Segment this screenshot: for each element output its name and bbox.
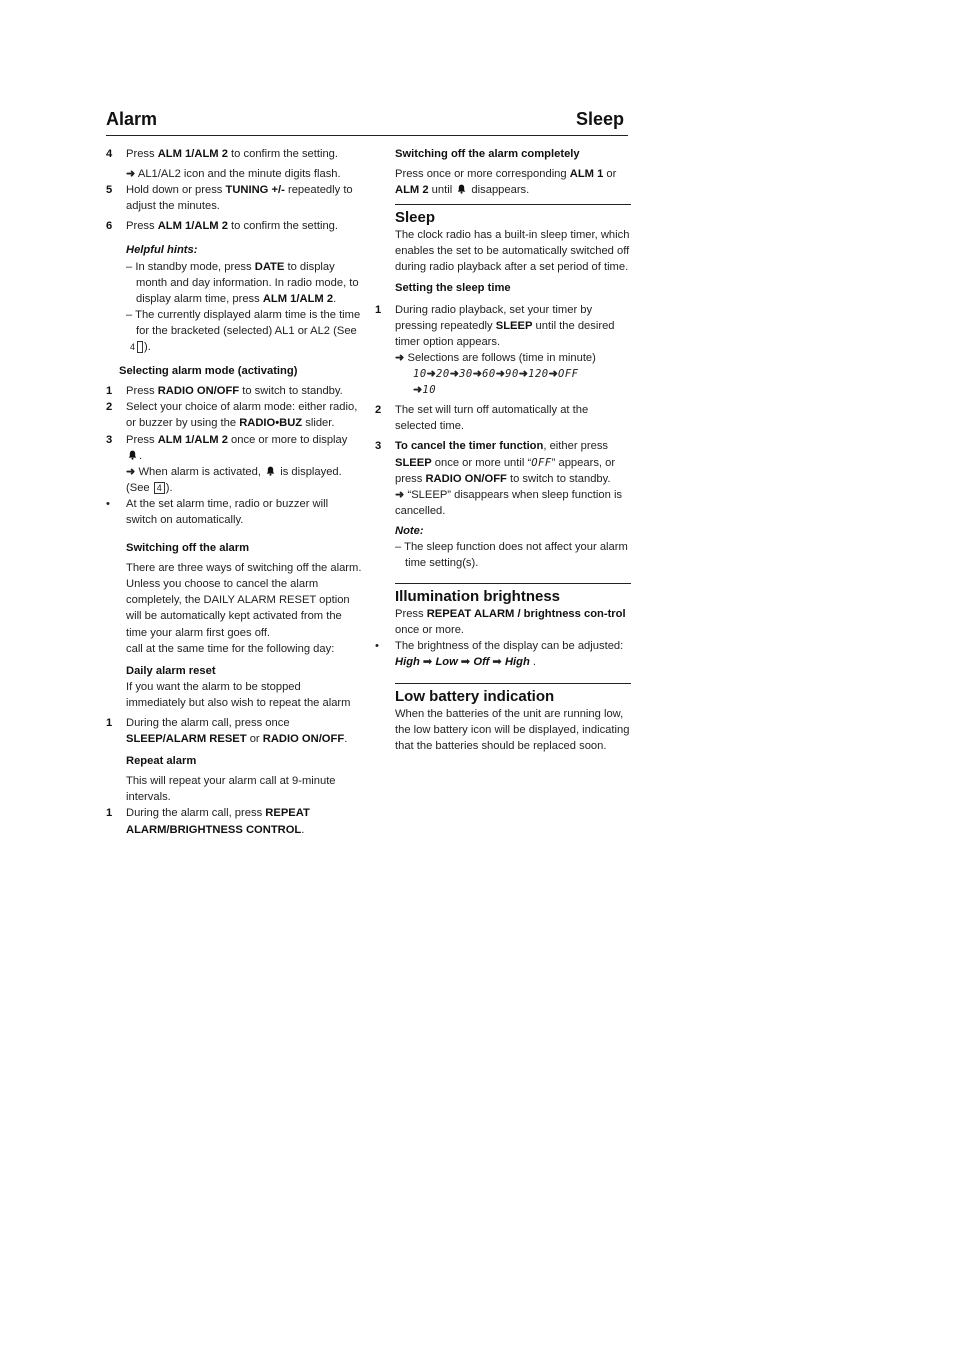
section-title-complete-off: Switching off the alarm completely xyxy=(395,148,580,160)
sequence-value: 60 xyxy=(482,368,496,381)
note-text: – The sleep function does not affect your alarm time setting(s). xyxy=(395,540,628,570)
sleep-step-3-result: ➜ “SLEEP” disappears when sleep function is cancelled. xyxy=(395,488,623,517)
step-5: 5 Hold down or press TUNING +/- repeatedly to adjust the minutes. xyxy=(106,184,353,213)
sleep-step-1-result: ➜ Selections are follows (time in minute) 10➜20➜30➜60➜90➜120➜OFF ➜10 xyxy=(375,350,631,398)
sleep-step-2: 2 The set will turn off automatically at the selected time. xyxy=(375,404,589,433)
page-title-alarm: Alarm xyxy=(106,109,158,129)
alarm-bell-icon xyxy=(266,466,275,476)
arrow-icon: ➜ xyxy=(126,465,136,478)
header-divider xyxy=(106,135,628,136)
section-title-repeat: Repeat alarm xyxy=(126,755,197,768)
section-title-selecting: Selecting alarm mode (activating) xyxy=(119,365,298,378)
repeat-section xyxy=(106,753,362,805)
figure-ref-box: 4 xyxy=(154,482,165,494)
select-step-2: 2 Select your choice of alarm mode: either radio, or buzzer by using the RADIO•BUZ slider. xyxy=(106,401,358,430)
brightness-level: High xyxy=(395,656,420,669)
section-heading-sleep: Sleep xyxy=(395,209,436,227)
note-title: Note: xyxy=(395,524,424,537)
bullet-alarm-time: • At the set alarm time, radio or buzzer will switch on automatically. xyxy=(106,497,329,526)
switching-off-section xyxy=(106,540,362,711)
complete-off-section xyxy=(375,146,631,198)
arrow-icon: ➟ xyxy=(419,656,436,669)
paragraph: When the batteries of the unit are running low, the low battery icon will be displayed, indicating that the batteries should be replaced soon. xyxy=(395,707,630,752)
paragraph: If you want the alarm to be stopped immediately but also wish to repeat the alarm xyxy=(126,680,351,709)
paragraph: The clock radio has a built-in sleep timer, which enables the set to be automatically switched off during radio playback after a set period of time. xyxy=(395,229,630,274)
right-column xyxy=(375,146,631,754)
arrow-icon: ➟ xyxy=(489,656,505,669)
select-step-3: 3 Press ALM 1/ALM 2 once or more to display . xyxy=(106,433,348,462)
arrow-icon: ➜ xyxy=(518,368,529,381)
hint-2: – The currently displayed alarm time is the time for the bracketed (selected) AL1 or AL2 (See 4 ). xyxy=(126,308,361,354)
page-title-sleep: Sleep xyxy=(575,109,624,129)
paragraph: There are three ways of switching off the alarm. Unless you choose to cancel the alarm completely, the DAILY ALARM RESET option will be automatically kept activated from the time your alarm first goes off. xyxy=(126,562,362,639)
arrow-icon: ➜ xyxy=(126,168,136,181)
sequence-value: 20 xyxy=(436,368,450,381)
arrow-icon: ➜ xyxy=(395,488,405,501)
left-column xyxy=(106,146,362,838)
hint-1: – In standby mode, press DATE to display month and day information. In radio mode, to display alarm time, press ALM 1/ALM 2. xyxy=(126,260,359,305)
step-4-result: ➜ AL1/AL2 icon and the minute digits flash. xyxy=(126,168,341,181)
section-title-setting-sleep: Setting the sleep time xyxy=(395,281,511,294)
brightness-levels xyxy=(395,654,631,670)
paragraph: Press once or more corresponding ALM 1 or ALM 2 until disappears. xyxy=(395,168,617,197)
arrow-icon: ➜ xyxy=(548,368,558,381)
select-step-1: 1 Press RADIO ON/OFF to switch to standby. xyxy=(106,385,343,398)
arrow-icon: ➜ xyxy=(449,368,460,381)
alarm-bell-icon xyxy=(457,184,466,194)
helpful-hints xyxy=(106,242,362,355)
repeat-step-1: 1 During the alarm call, press REPEAT ALARM/BRIGHTNESS CONTROL. xyxy=(106,807,310,836)
paragraph: Press REPEAT ALARM / brightness con-trol once or more. xyxy=(395,608,626,637)
paragraph: call at the same time for the following day: xyxy=(126,642,335,655)
arrow-icon: ➜ xyxy=(472,368,483,381)
section-heading-low-battery: Low battery indication xyxy=(395,687,555,705)
arrow-icon: ➜ xyxy=(495,368,506,381)
arrow-icon: ➜ xyxy=(413,384,423,397)
illumination-bullet: • The brightness of the display can be adjusted: High ➟ Low ➟ Off ➟ High . xyxy=(375,638,631,670)
low-battery-section xyxy=(375,688,631,754)
step-6: 6 Press ALM 1/ALM 2 to confirm the setting. xyxy=(106,220,339,233)
sleep-timer-sequence xyxy=(395,366,631,398)
brightness-level: Off xyxy=(473,656,490,669)
arrow-icon: ➟ xyxy=(457,656,474,669)
step-4: 4 Press ALM 1/ALM 2 to confirm the setting. xyxy=(106,146,362,162)
brightness-level: Low xyxy=(435,656,458,669)
sleep-section xyxy=(375,209,631,295)
sleep-step-1: 1 During radio playback, set your timer by pressing repeatedly SLEEP until the desired timer option appears. xyxy=(375,303,615,348)
section-title-switching-off: Switching off the alarm xyxy=(126,542,250,555)
arrow-icon: ➜ xyxy=(426,368,437,381)
note-section xyxy=(375,523,631,571)
sleep-step-3: 3 To cancel the timer function, either press SLEEP once or more until “OFF” appears, or press RADIO ON/OFF to switch to standby. xyxy=(375,440,616,485)
hints-title: Helpful hints: xyxy=(126,244,198,257)
arrow-icon: ➜ xyxy=(395,351,405,364)
daily-step-1: 1 During the alarm call, press once SLEEP/ALARM RESET or RADIO ON/OFF. xyxy=(106,717,348,746)
sequence-value: 10 xyxy=(422,384,437,397)
sequence-value: 30 xyxy=(459,368,473,381)
illumination-section xyxy=(375,588,631,638)
select-step-3-result: ➜ When alarm is activated, is displayed. (See 4 ). xyxy=(126,465,342,494)
section-heading-illumination: Illumination brightness xyxy=(395,588,561,606)
paragraph: This will repeat your alarm call at 9-minute intervals. xyxy=(126,775,336,804)
alarm-bell-icon xyxy=(128,450,137,460)
sequence-value: 120 xyxy=(528,368,549,381)
period: . xyxy=(529,656,537,669)
sequence-value: 90 xyxy=(505,368,519,381)
sequence-value: 10 xyxy=(413,368,427,381)
sequence-value: OFF xyxy=(558,368,579,381)
brightness-level: High xyxy=(504,656,530,669)
section-title-daily-reset: Daily alarm reset xyxy=(126,664,216,677)
lcd-off-text: OFF xyxy=(531,456,552,469)
step-number: 4 xyxy=(106,148,113,160)
figure-ref-box: 4 xyxy=(137,341,143,353)
